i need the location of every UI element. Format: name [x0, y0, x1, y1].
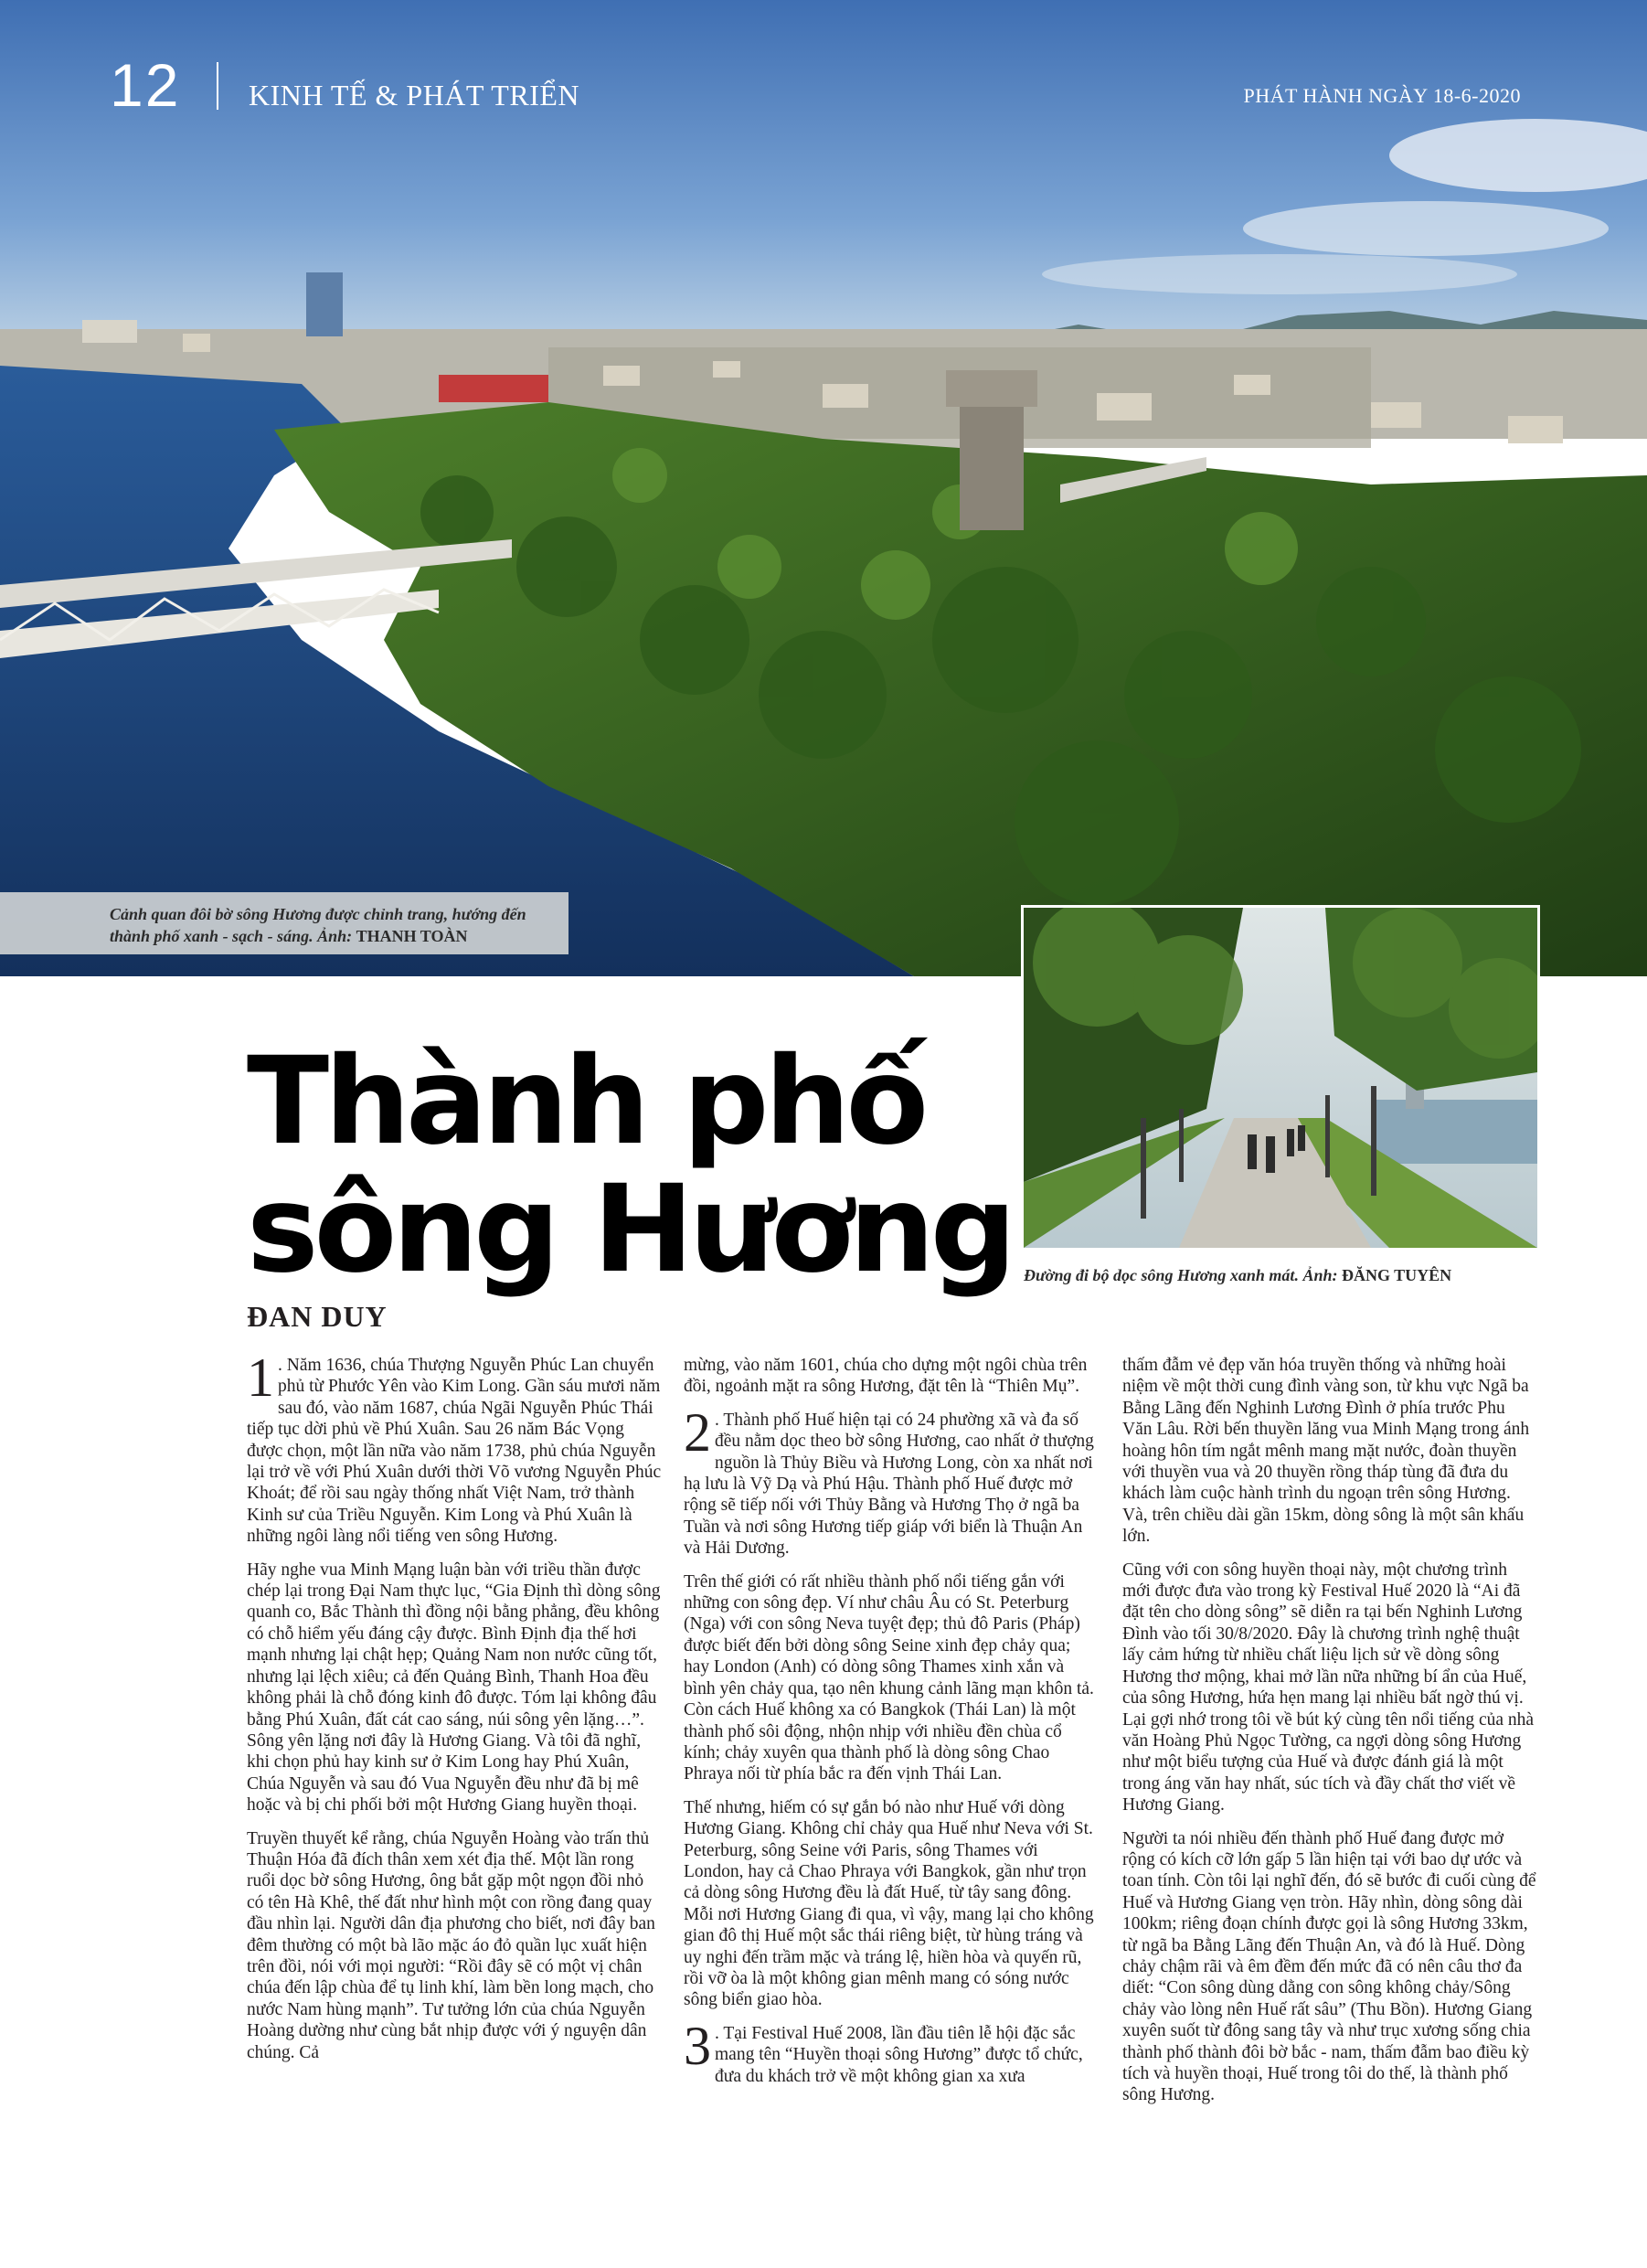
paragraph: Cũng với con sông huyền thoại này, một chương trình mới được đưa vào trong kỳ Festival Huế 2020 là “Ai đã đặt tên cho dòng sông” sẽ diễn ra tại bến Nghinh Lương Đình vào tối 30/8/2020. Đây là chương trình nghệ thuật lấy cảm hứng từ nhiều chất liệu lịch sử về dòng sông Hương thơ mộng, khai mở lần nữa những bí ẩn của Huế, của sông Hương, hứa hẹn mang lại nhiều bất ngờ thú vị. Lại gợi nhớ trong tôi về bút ký cùng tên nổi tiếng của nhà văn Hoàng Phủ Ngọc Tường, ca ngợi dòng sông Hương như một biểu tượng của Huế và được đánh giá là một trong áng văn hay nhất, súc tích và đầy chất thơ viết về Hương Giang. — [1122, 1560, 1535, 1815]
paragraph: Thế nhưng, hiếm có sự gắn bó nào như Huế với dòng Hương Giang. Không chỉ chảy qua Huế như Neva với St. Peterburg, sông Seine với Paris, sông Thames với London, hay cả Chao Phraya với Bangkok, gần như trọn cả dòng sông Hương đều là đất Huế, từ tây sang đông. Mỗi nơi Hương Giang đi qua, vì vậy, mang lại cho không gian đô thị Huế một sắc thái riêng biệt, từ hùng tráng và uy nghi đến trầm mặc và tráng lệ, hiền hòa và quyến rũ, rồi vỡ òa là một không gian mênh mang có sóng nước sông biển giao hòa. — [684, 1797, 1094, 2010]
hero-caption-credit: THANH TOÀN — [356, 927, 468, 945]
paragraph — [684, 1401, 1100, 1560]
paragraph: Người ta nói nhiều đến thành phố Huế đang được mở rộng có kích cỡ lớn gấp 5 lần hiện tại với bao dự ước và toan tính. Còn tôi lại nghĩ đến, đó sẽ bước đi cuối cùng để Huế và Hương Giang vẹn tròn. Hãy nhìn, dòng sông dài 100km; riêng đoạn chính được gọi là sông Hương 33km, từ ngã ba Bằng Lãng đến Thuận An, và đó là Huế. Dòng chảy chậm rãi và êm đềm đến mức đã có nên câu thơ đa diết: “Con sông dùng dằng con sông không chảy/Sông chảy vào lòng nên Huế rất sâu” (Thu Bồn). Hương Giang xuyên suốt từ đông sang tây và như trục xương sống chia thành phố thành đôi bờ bắc - nam, thấm đẫm bao điều kỳ tích và huyền thoại, Huế trong tôi do thế, là thành phố sông Hương. — [1122, 1828, 1536, 2105]
inset-photo-caption — [1024, 1266, 1572, 1285]
article-column-1 — [247, 1347, 663, 2075]
river-city-aerial-image — [0, 0, 1647, 976]
paragraph-text: . Tại Festival Huế 2008, lần đầu tiên lễ hội đặc sắc mang tên “Huyền thoại sông Hương” được tổ chức, đưa du khách trở về một không gian xa xưa — [715, 2023, 1083, 2086]
hero-photo-caption — [0, 892, 568, 954]
paragraph: thấm đẫm vẻ đẹp văn hóa truyền thống và những hoài niệm về một thời cung đình vàng son, từ khu vực Ngã ba Bằng Lãng đến Nghinh Lương Đình ở phía trước Phu Văn Lâu. Rời bến thuyền lăng vua Minh Mạng trong ánh hoàng hôn tím ngắt mênh mang mặt nước, đoàn thuyền với thuyền vua và 20 thuyền rồng tháp tùng đã đưa du khách làm cuộc hành trình du ngoạn trên sông Hương. Và, trên chiều dài gần 15km, dòng sông là một sân khấu lớn. — [1122, 1356, 1530, 1547]
paragraph: Hãy nghe vua Minh Mạng luận bàn với triều thần được chép lại trong Đại Nam thực lục, “Gia Định thì dòng sông quanh co, Bắc Thành thì đồng nội bằng phẳng, đều không có chỗ hiểm yếu đáng cậy được. Bình Định địa thế hơi mạnh nhưng lại chật hẹp; Quảng Nam non nước cũng tốt, nhưng lại lệch xiêu; cả đến Quảng Bình, Thanh Hoa đều không phải là chỗ đóng kinh đô được. Tóm lại không đâu bằng Phú Xuân, đất cát cao sáng, núi sông yên lặng…”. Sông yên lặng nơi đây là Hương Giang. Và tôi đã nghĩ, khi chọn phủ hay kinh sư ở Kim Long hay Phú Xuân, Chúa Nguyễn và sau đó Vua Nguyễn đều như đã bị mê hoặc và bị chi phối bởi một Hương Giang huyền thoại. — [247, 1560, 661, 1815]
article-column-2 — [684, 1355, 1100, 2099]
inset-caption-text: Đường đi bộ dọc sông Hương xanh mát. Ảnh: — [1024, 1266, 1342, 1284]
article-title-line2: sông Hương — [247, 1159, 1013, 1300]
header-divider — [217, 62, 218, 110]
drop-cap: 2 — [684, 1401, 711, 1463]
drop-cap: 3 — [684, 2015, 711, 2076]
paragraph: Trên thế giới có rất nhiều thành phố nổi tiếng gắn với những con sông đẹp. Ví như châu Âu có St. Peterburg (Nga) với con sông Neva tuyệt đẹp; thủ đô Paris (Pháp) được biết đến bởi dòng sông Seine xinh đẹp chảy qua; hay London (Anh) có dòng sông Thames xinh xắn và bình yên chảy qua, tạo nên khung cảnh lãng mạn khôn tả. Còn cách Huế không xa có Bangkok (Thái Lan) là một thành phố sôi động, nhộn nhịp với nhiều đền chùa cổ kính; chảy xuyên qua thành phố là dòng sông Chao Phraya nối từ phía bắc ra đến vịnh Thái Lan. — [684, 1571, 1094, 1784]
article-title-line1: Thành phố — [247, 1031, 925, 1172]
article-column-3 — [1122, 1355, 1538, 2118]
inset-caption-credit: ĐĂNG TUYÊN — [1341, 1266, 1452, 1284]
article-title — [247, 1031, 1015, 1300]
paragraph: mừng, vào năm 1601, chúa cho dựng một ngôi chùa trên đồi, ngoảnh mặt ra sông Hương, đặt tên là “Thiên Mụ”. — [684, 1356, 1088, 1397]
drop-cap: 1 — [247, 1347, 274, 1408]
paragraph — [247, 1347, 663, 1548]
issue-date: PHÁT HÀNH NGÀY 18-6-2020 — [1243, 84, 1521, 107]
paragraph-text: . Thành phố Huế hiện tại có 24 phường xã và đa số đều nằm dọc theo bờ sông Hương, cao nhất ở thượng nguồn là Thủy Biều và Hương Long, còn xa nhất nơi hạ lưu là Vỹ Dạ và Phú Hậu. Thành phố Huế được mở rộng sẽ tiếp nối với Thủy Bằng và Hương Thọ ở ngã ba Tuần và nơi sông Hương tiếp giáp với biển là Thuận An và Hải Dương. — [684, 1410, 1094, 1559]
paragraph: Truyền thuyết kể rằng, chúa Nguyễn Hoàng vào trấn thủ Thuận Hóa đã đích thân xem xét địa thế. Một lần rong ruổi dọc bờ sông Hương, ông bắt gặp một ngọn đồi nhỏ có tên Hà Khê, thế đất như hình một con rồng đang quay đầu nhìn lại. Người dân địa phương cho biết, nơi đây ban đêm thường có một bà lão mặc áo đỏ quần lục xuất hiện trên đồi, nói với mọi người: “Rồi đây sẽ có một vị chân chúa đến lập chùa để tụ linh khí, làm bền long mạch, cho nước Nam hùng mạnh”. Tư tưởng lớn của chúa Nguyễn Hoàng dường như cùng bắt nhịp được với ý nguyện dân chúng. Cả — [247, 1828, 655, 2062]
author-byline: ĐAN DUY — [247, 1300, 388, 1333]
hero-photo — [0, 0, 1647, 976]
page-number: 12 — [110, 51, 181, 119]
inset-photo — [1021, 905, 1540, 1251]
paragraph — [684, 2015, 1100, 2087]
paragraph-text: . Năm 1636, chúa Thượng Nguyễn Phúc Lan chuyển phủ từ Phước Yên vào Kim Long. Gần sáu mươi năm sau đó, vào năm 1687, chúa Ngãi Nguyễn Phúc Thái tiếp tục dời phủ về Phú Xuân. Sau 26 năm Bác Vọng được chọn, một lần nữa vào năm 1738, phủ chúa Nguyễn lại trở về với Phú Xuân dưới thời Võ vương Nguyễn Phúc Khoát; để rồi sau ngày thống nhất Việt Nam, trở thành Kinh sư của Triều Nguyễn. Kim Long và Phú Xuân là những ngôi làng nổi tiếng ven sông Hương. — [247, 1356, 662, 1547]
riverside-walkway-image — [1024, 908, 1537, 1248]
section-name: KINH TẾ & PHÁT TRIỂN — [249, 79, 579, 112]
hero-caption-text: Cảnh quan đôi bờ sông Hương được chỉnh trang, hướng đến thành phố xanh - sạch - sáng. Ảnh: — [110, 905, 526, 945]
